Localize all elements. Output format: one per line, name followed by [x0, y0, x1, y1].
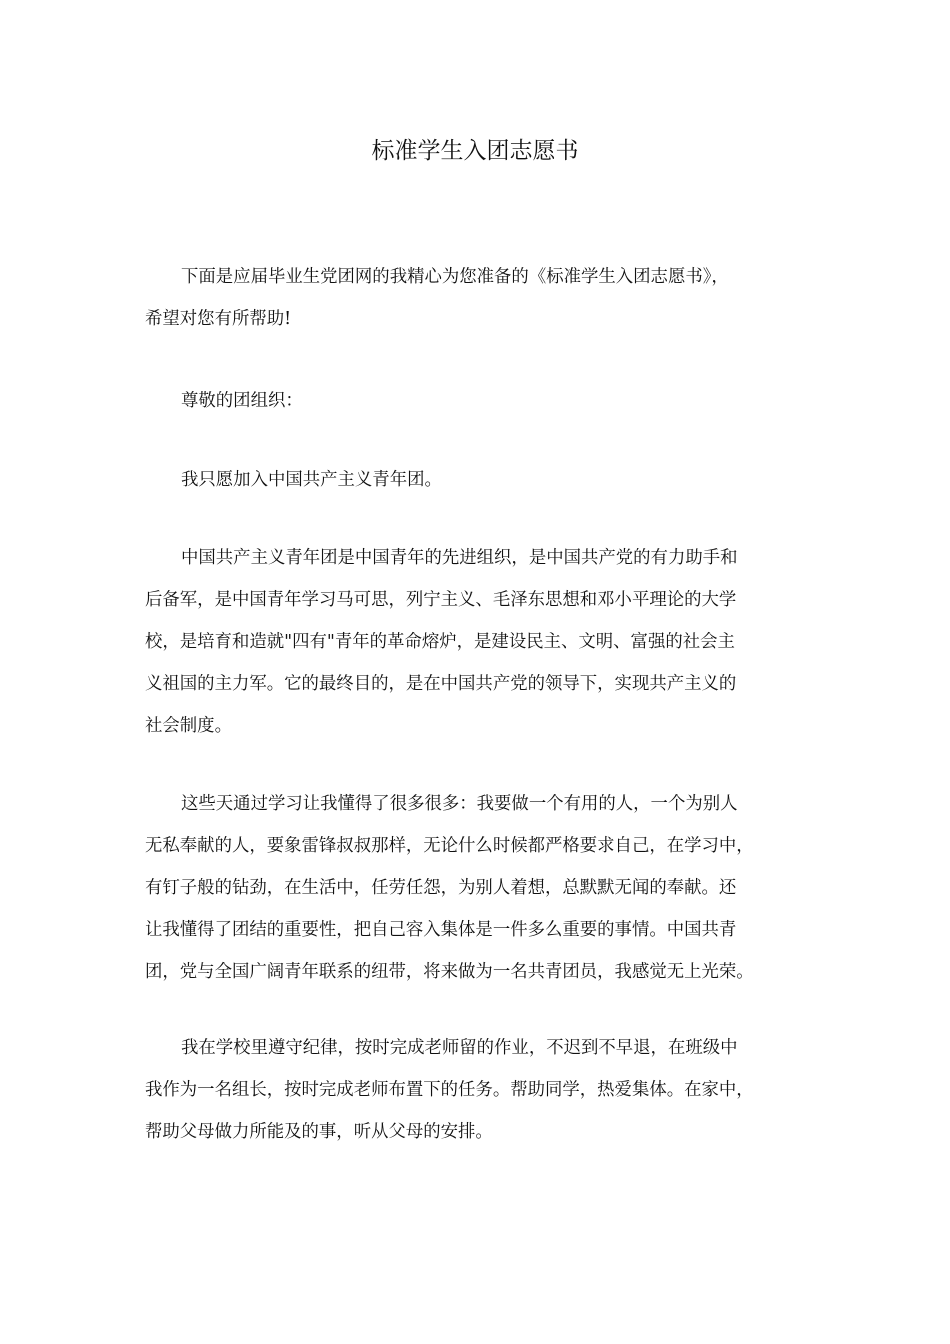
paragraph-line: 我只愿加入中国共产主义青年团。	[181, 470, 442, 490]
paragraph-line: 我在学校里遵守纪律，按时完成老师留的作业，不迟到不早退，在班级中	[181, 1038, 738, 1058]
paragraph-line: 有钉子般的钻劲，在生活中，任劳任怨，为别人着想，总默默无闻的奉献。还	[145, 878, 737, 898]
paragraph-line: 团，党与全国广阔青年联系的纽带，将来做为一名共青团员，我感觉无上光荣。	[145, 962, 754, 982]
paragraph-line: 下面是应届毕业生党团网的我精心为您准备的《标准学生入团志愿书》，	[181, 267, 729, 287]
paragraph-line: 校，是培育和造就"四有"青年的革命熔炉，是建设民主、文明、富强的社会主	[145, 632, 735, 652]
paragraph-line: 后备军，是中国青年学习马可思，列宁主义、毛泽东思想和邓小平理论的大学	[145, 590, 737, 610]
paragraph-line: 尊敬的团组织：	[181, 391, 303, 411]
paragraph-line: 帮助父母做力所能及的事，听从父母的安排。	[145, 1122, 493, 1142]
paragraph-line: 中国共产主义青年团是中国青年的先进组织，是中国共产党的有力助手和	[181, 548, 738, 568]
paragraph-line: 无私奉献的人，要象雷锋叔叔那样，无论什么时候都严格要求自己，在学习中，	[145, 836, 754, 856]
paragraph-line: 义祖国的主力军。它的最终目的，是在中国共产党的领导下，实现共产主义的	[145, 674, 737, 694]
paragraph-line: 让我懂得了团结的重要性，把自己容入集体是一件多么重要的事情。中国共青	[145, 920, 737, 940]
paragraph-salutation	[145, 380, 805, 422]
paragraph-league-description	[145, 537, 805, 747]
paragraph-conduct	[145, 1027, 805, 1153]
paragraph-line: 这些天通过学习让我懂得了很多很多：我要做一个有用的人，一个为别人	[181, 794, 738, 814]
paragraph-learning	[145, 783, 805, 993]
paragraph-line: 社会制度。	[145, 716, 232, 736]
paragraph-wish	[145, 459, 805, 501]
paragraph-line: 希望对您有所帮助!	[145, 309, 292, 329]
paragraph-line: 我作为一名组长，按时完成老师布置下的任务。帮助同学，热爱集体。在家中，	[145, 1080, 754, 1100]
document-title: 标准学生入团志愿书	[371, 138, 579, 164]
paragraph-intro	[145, 256, 805, 340]
